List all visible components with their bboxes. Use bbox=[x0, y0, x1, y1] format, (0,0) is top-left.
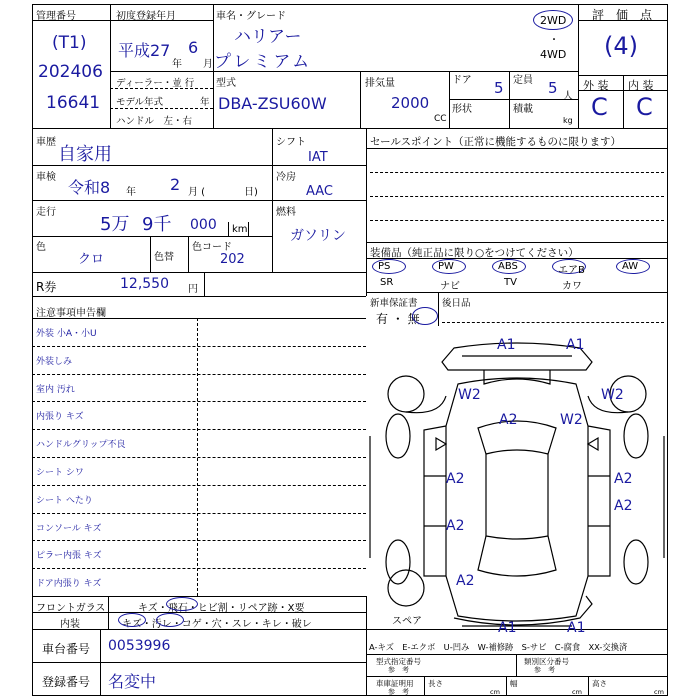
note-row: シート シワ bbox=[36, 468, 84, 478]
divider bbox=[150, 236, 151, 272]
handle-label: ハンドル 左・右 bbox=[116, 116, 193, 127]
dealer-label: ディーラー・並 行 bbox=[116, 78, 195, 89]
type-spec-label: 型式指定番号 bbox=[376, 657, 421, 666]
note-divider bbox=[32, 540, 366, 541]
note-divider bbox=[32, 485, 366, 486]
month-suffix: 月 bbox=[203, 59, 213, 70]
damage-mark: W2 bbox=[458, 387, 481, 403]
model-year-label: モデル年式 bbox=[116, 97, 164, 108]
divider bbox=[366, 654, 668, 655]
keijo-label: 形状 bbox=[452, 104, 472, 115]
shift-label: シフト bbox=[276, 137, 306, 148]
reg-cert-sub: 参 考 bbox=[388, 688, 409, 696]
drive-2wd: 2WD bbox=[540, 14, 567, 27]
shaken-month-suffix: 月 ( bbox=[188, 187, 206, 198]
hyoka-label: 評 価 点 bbox=[592, 8, 653, 22]
kanri-label: 管理番号 bbox=[36, 11, 76, 22]
class-label: 類別区分番号 bbox=[524, 657, 569, 666]
note-divider bbox=[32, 457, 366, 458]
rken-value: 12,550 bbox=[120, 276, 169, 292]
damage-mark: A2 bbox=[446, 518, 465, 534]
divider bbox=[110, 71, 578, 72]
divider bbox=[110, 108, 213, 109]
note-row: シート へたり bbox=[36, 495, 93, 506]
damage-mark: W2 bbox=[560, 412, 583, 428]
interior-label: 内装 bbox=[60, 619, 80, 630]
note-row: コンソール キズ bbox=[36, 523, 102, 534]
gaiso-label: 外 装 bbox=[583, 79, 609, 92]
naiso-label: 内 装 bbox=[628, 79, 654, 92]
haiki-unit: CC bbox=[434, 114, 447, 124]
warranty-value: 有 ・ 無 bbox=[376, 312, 420, 326]
shaken-month: 2 bbox=[170, 175, 181, 194]
front-glass-label: フロントガラス bbox=[36, 603, 106, 614]
divider bbox=[32, 272, 366, 273]
divider bbox=[438, 292, 439, 326]
iro-label: 色 bbox=[36, 242, 46, 253]
carname-line2: プレミアム bbox=[214, 52, 313, 72]
damage-mark: A1 bbox=[566, 337, 585, 353]
divider bbox=[110, 4, 111, 128]
divider bbox=[108, 596, 109, 629]
note-divider bbox=[32, 513, 366, 514]
reg-label: 登録番号 bbox=[42, 675, 91, 689]
hyoka-value: (4) bbox=[604, 32, 638, 60]
divider bbox=[32, 318, 366, 319]
divider bbox=[32, 200, 272, 201]
rokaku-label: 後日品 bbox=[442, 298, 471, 309]
divider bbox=[366, 292, 668, 293]
front-glass-value: キズ・飛石・ヒビ割・リペア跡・X要 bbox=[138, 603, 305, 614]
divider bbox=[272, 165, 366, 166]
divider bbox=[623, 75, 624, 128]
sekisai-unit: kg bbox=[563, 116, 573, 125]
first-reg-label: 初度登録年月 bbox=[116, 11, 176, 22]
note-row: 内張り キズ bbox=[36, 412, 84, 423]
length-label: 長さ bbox=[428, 679, 443, 688]
soko-man: 5万 bbox=[100, 214, 130, 235]
gaiso-value: C bbox=[591, 93, 608, 121]
chassis-label: 車台番号 bbox=[42, 642, 91, 656]
height-label: 高さ bbox=[592, 679, 607, 688]
damage-mark: A1 bbox=[498, 620, 517, 636]
soko-rest: 000 bbox=[190, 217, 217, 233]
equipment-item: PS bbox=[378, 261, 391, 272]
divider bbox=[578, 4, 579, 128]
kanri-num2: 16641 bbox=[46, 93, 101, 113]
haiki-label: 排気量 bbox=[365, 78, 395, 89]
soko-label: 走行 bbox=[36, 207, 56, 218]
rokaku-line bbox=[442, 322, 664, 323]
naiso-value: C bbox=[636, 93, 653, 121]
note-divider bbox=[32, 374, 366, 375]
teiin-label: 定員 bbox=[513, 75, 533, 86]
note-row: 外装 小A・小U bbox=[36, 329, 97, 339]
note-row: 室内 汚れ bbox=[36, 384, 75, 395]
nenryo-value: ガソリン bbox=[290, 228, 346, 244]
model-year-suffix: 年 bbox=[200, 97, 210, 108]
warranty-label: 新車保証書 bbox=[370, 298, 418, 309]
sekisai-label: 積載 bbox=[513, 104, 533, 115]
equipment-item: TV bbox=[504, 277, 517, 288]
equipment-item: ナビ bbox=[440, 281, 460, 292]
equipment-item: SR bbox=[380, 277, 394, 288]
equipment-item: エアB bbox=[558, 265, 585, 276]
note-divider bbox=[32, 346, 366, 347]
drive-dot: ・ bbox=[549, 35, 559, 46]
damage-mark: A2 bbox=[446, 471, 465, 487]
first-reg-era: 平成27 bbox=[118, 41, 171, 60]
width-cm: cm bbox=[572, 688, 582, 696]
divider bbox=[366, 676, 668, 677]
irogae-label: 色替 bbox=[154, 252, 174, 263]
chassis-value: 0053996 bbox=[108, 638, 171, 654]
divider bbox=[32, 128, 668, 129]
reibo-label: 冷房 bbox=[276, 172, 296, 183]
divider bbox=[424, 676, 425, 696]
divider bbox=[32, 296, 366, 297]
width-label: 幅 bbox=[510, 679, 518, 688]
note-divider bbox=[32, 568, 366, 569]
divider bbox=[228, 222, 229, 236]
divider bbox=[188, 236, 189, 272]
spare-label: スペア bbox=[392, 616, 422, 627]
katashiki-label: 型式 bbox=[216, 78, 236, 89]
soko-unit: km bbox=[232, 224, 248, 235]
nenryo-label: 燃料 bbox=[276, 207, 296, 218]
iro-value: クロ bbox=[78, 252, 105, 267]
damage-mark: A2 bbox=[614, 498, 633, 514]
damage-mark: W2 bbox=[601, 387, 624, 403]
kanri-prefix: (T1) bbox=[52, 33, 87, 53]
reibo-value: AAC bbox=[306, 184, 333, 199]
sales-line bbox=[370, 196, 664, 197]
soko-sen: 9千 bbox=[142, 214, 172, 235]
notes-title: 注意事項申告欄 bbox=[36, 308, 106, 319]
divider bbox=[366, 128, 367, 296]
teiin-value: 5 bbox=[548, 79, 558, 97]
note-divider bbox=[32, 401, 366, 402]
kizu-circle bbox=[118, 613, 146, 627]
teiin-unit: 人 bbox=[563, 91, 573, 102]
door-label: ドア bbox=[452, 75, 472, 86]
damage-mark: A1 bbox=[567, 620, 586, 636]
length-cm: cm bbox=[490, 688, 500, 696]
divider bbox=[516, 654, 517, 676]
tobiishi-circle bbox=[166, 597, 198, 611]
equipment-item: ABS bbox=[498, 261, 518, 272]
divider bbox=[506, 676, 507, 696]
shaken-era: 令和8 bbox=[68, 178, 111, 197]
shareki-label: 車歴 bbox=[36, 137, 56, 148]
divider bbox=[272, 200, 366, 201]
divider bbox=[248, 222, 249, 236]
class-sub: 参 考 bbox=[534, 666, 555, 674]
shift-value: IAT bbox=[308, 150, 328, 165]
equipment-item: カワ bbox=[562, 281, 582, 292]
shaken-year-suffix: 年 bbox=[126, 187, 136, 198]
equipment-title: 装備品（純正品に限り○をつけてください） bbox=[370, 247, 579, 259]
katashiki-value: DBA-ZSU60W bbox=[218, 94, 327, 113]
warranty-none-circle bbox=[412, 307, 438, 325]
sales-point-title: セールスポイント（正常に機能するものに限ります） bbox=[370, 136, 622, 148]
divider bbox=[32, 662, 366, 663]
damage-mark: A2 bbox=[614, 471, 633, 487]
year-suffix: 年 bbox=[172, 59, 182, 70]
height-cm: cm bbox=[654, 688, 664, 696]
note-row: 外装しみ bbox=[36, 356, 73, 367]
note-row: ドア内張り キズ bbox=[36, 579, 102, 590]
divider bbox=[366, 242, 668, 243]
shaken-label: 車検 bbox=[36, 172, 56, 183]
divider bbox=[32, 596, 366, 597]
drive-4wd: 4WD bbox=[540, 48, 567, 61]
kanri-num1: 202406 bbox=[38, 62, 103, 82]
note-row: ピラー内張 キズ bbox=[36, 551, 102, 562]
note-divider bbox=[32, 429, 366, 430]
shaken-day-suffix: 日) bbox=[244, 187, 258, 198]
divider bbox=[588, 676, 589, 696]
first-reg-month: 6 bbox=[188, 38, 199, 57]
damage-mark: A1 bbox=[497, 337, 516, 353]
note-row: ハンドルグリップ不良 bbox=[36, 440, 126, 451]
damage-mark: A2 bbox=[456, 573, 475, 589]
divider bbox=[204, 272, 205, 296]
door-value: 5 bbox=[494, 79, 504, 97]
haiki-value: 2000 bbox=[391, 94, 430, 112]
sales-line bbox=[370, 220, 664, 221]
rken-label: R券 bbox=[36, 280, 57, 294]
damage-mark: A2 bbox=[499, 412, 518, 428]
rken-unit: 円 bbox=[188, 284, 198, 295]
shareki-value: 自家用 bbox=[58, 144, 112, 165]
type-spec-sub: 参 考 bbox=[388, 666, 409, 674]
carname-label: 車名・グレード bbox=[216, 11, 286, 22]
equipment-item: PW bbox=[438, 261, 454, 272]
equipment-item: AW bbox=[622, 261, 639, 272]
damage-legend: A-キズ E-エクボ U-凹み W-補修跡 S-サビ C-腐食 XX-交換済 bbox=[369, 642, 628, 652]
interior-value: キズ・汚レ・コゲ・穴・スレ・キレ・破レ bbox=[122, 619, 312, 630]
reg-value: 名変中 bbox=[108, 672, 157, 691]
divider bbox=[366, 258, 668, 259]
divider bbox=[360, 71, 361, 128]
reg-cert-label: 車庫証明用 bbox=[376, 679, 414, 688]
sales-line bbox=[370, 172, 664, 173]
divider bbox=[32, 236, 272, 237]
color-code-label: 色コード bbox=[192, 242, 232, 253]
yogore-circle bbox=[156, 613, 184, 627]
carname-line1: ハリアー bbox=[234, 27, 302, 47]
color-code-value: 202 bbox=[220, 252, 245, 267]
